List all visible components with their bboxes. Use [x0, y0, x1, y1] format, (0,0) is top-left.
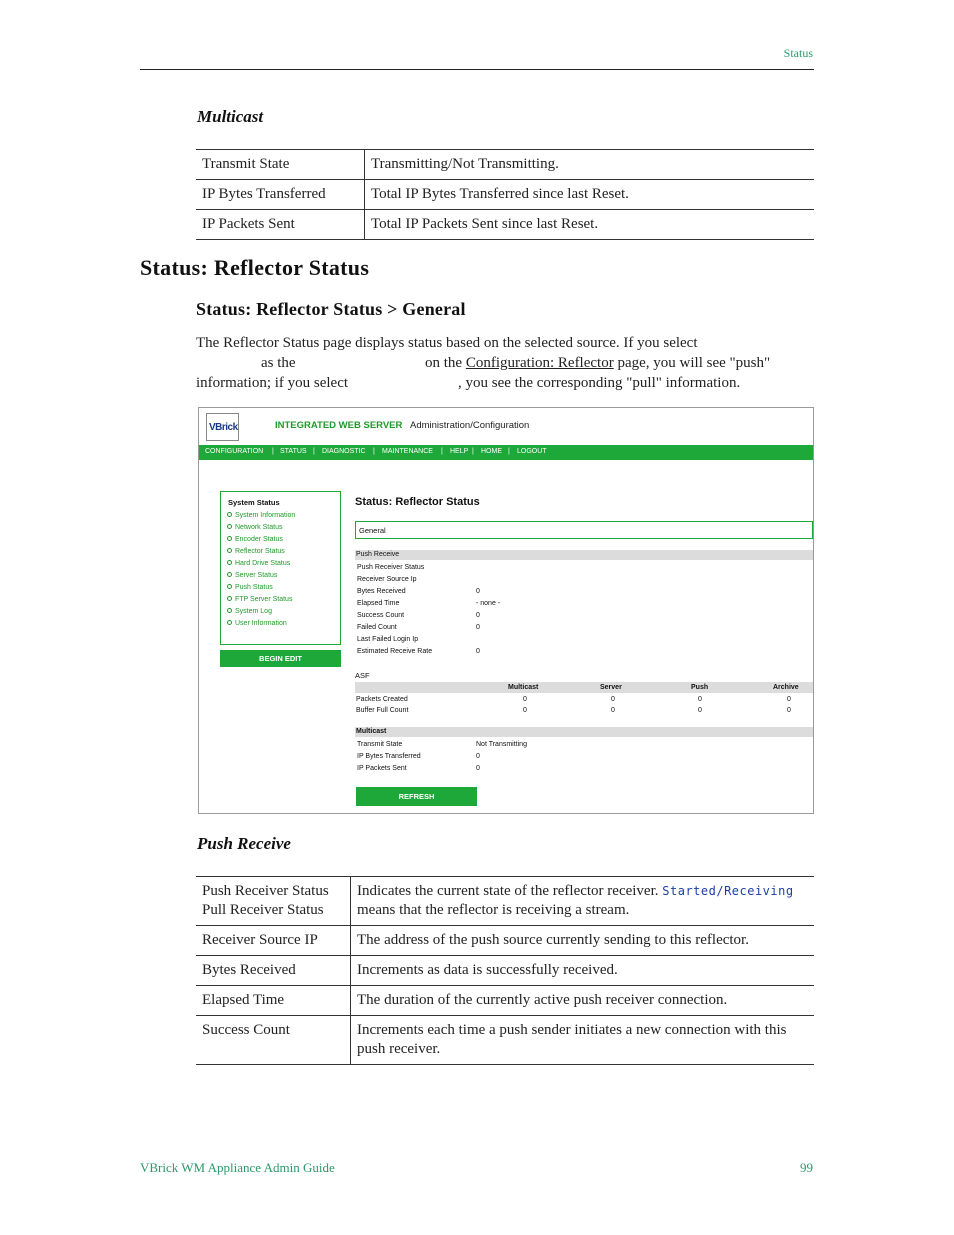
row-value: 0: [476, 624, 480, 631]
nav-separator: |: [272, 448, 274, 455]
running-head: Status: [783, 46, 813, 60]
multicast-heading: Multicast: [197, 107, 264, 126]
row-label: Elapsed Time: [357, 600, 400, 607]
header-rule: [140, 69, 814, 70]
nav-logout[interactable]: LOGOUT: [517, 448, 547, 455]
row-label: Bytes Received: [357, 588, 406, 595]
nav-separator: |: [441, 448, 443, 455]
term-line: Push Receiver Status: [202, 883, 329, 899]
nav-separator: |: [508, 448, 510, 455]
row-label: Push Receiver Status: [357, 564, 425, 571]
row-label: Buffer Full Count: [356, 707, 409, 714]
vbrick-logo: VBrick: [206, 413, 239, 441]
table-row: [196, 180, 814, 210]
row-value: 0: [476, 588, 480, 595]
row-label: IP Bytes Transferred: [357, 753, 421, 760]
row-value: 0: [476, 753, 480, 760]
desc-text: means that the reflector is receiving a stream.: [357, 902, 630, 918]
nav-separator: |: [472, 448, 474, 455]
table-row: [196, 1016, 814, 1065]
section-title: Status: Reflector Status: [140, 255, 370, 280]
desc-cell: [351, 877, 815, 926]
bullet-icon: [227, 620, 232, 625]
term-cell: Elapsed Time: [196, 986, 351, 1016]
bullet-icon: [227, 608, 232, 613]
table-row: [196, 210, 814, 240]
refresh-button[interactable]: REFRESH: [356, 787, 477, 806]
desc-cell: Transmitting/Not Transmitting.: [365, 150, 815, 180]
sidebar-item-label: FTP Server Status: [235, 596, 293, 603]
cell-value: 0: [611, 707, 615, 714]
nav-bar: [199, 445, 813, 460]
intro-line-1: The Reflector Status page displays status based on the selected source. If you select: [196, 335, 698, 351]
intro-line-2a: as the: [261, 355, 296, 371]
asf-label: ASF: [355, 671, 370, 680]
desc-text: Indicates the current state of the reflector receiver.: [357, 883, 659, 899]
desc-cell: Total IP Bytes Transferred since last Reset.: [365, 180, 815, 210]
sidebar-item-label: Encoder Status: [235, 536, 283, 543]
menu-title: System Status: [228, 498, 280, 507]
reflector-status-screenshot: [198, 407, 814, 814]
intro-text: on the: [425, 355, 463, 371]
admin-label: Administration/Configuration: [410, 420, 530, 431]
cell-value: 0: [698, 696, 702, 703]
term-line: Pull Receiver Status: [202, 902, 324, 918]
sidebar-item-hard-drive-status[interactable]: [227, 560, 290, 567]
intro-text: page, you will see "push": [617, 355, 771, 371]
table-row: [196, 956, 814, 986]
intro-line-3b: , you see the corresponding "pull" information.: [458, 375, 741, 391]
row-value: 0: [476, 648, 480, 655]
row-label: Transmit State: [357, 741, 403, 748]
row-value: Not Transmitting: [476, 741, 527, 748]
sidebar-item-label: System Log: [235, 608, 272, 615]
row-label: IP Packets Sent: [357, 765, 407, 772]
column-header: Server: [600, 684, 622, 691]
cell-value: 0: [523, 707, 527, 714]
bullet-icon: [227, 572, 232, 577]
desc-cell: Increments each time a push sender initiates a new connection with this push receiver.: [351, 1016, 815, 1065]
row-label: Packets Created: [356, 696, 408, 703]
sidebar-item-label: Reflector Status: [235, 548, 285, 555]
term-cell: Transmit State: [196, 150, 365, 180]
configuration-reflector-link[interactable]: Configuration: Reflector: [465, 355, 614, 371]
page-number: 99: [800, 1160, 813, 1175]
sidebar-item-user-information[interactable]: [227, 620, 287, 627]
term-cell: Receiver Source IP: [196, 926, 351, 956]
row-label: Receiver Source Ip: [357, 576, 417, 583]
push-receive-heading: Push Receive: [197, 834, 291, 853]
term-cell: [196, 877, 351, 926]
row-value: 0: [476, 765, 480, 772]
column-header: Multicast: [508, 684, 539, 691]
row-label: Last Failed Login Ip: [357, 636, 419, 643]
cell-value: 0: [698, 707, 702, 714]
desc-cell: The address of the push source currently sending to this reflector.: [351, 926, 815, 956]
sidebar-item-label: Hard Drive Status: [235, 560, 291, 567]
sidebar-item-label: Server Status: [235, 572, 278, 579]
asf-header-band: [355, 682, 813, 693]
column-header: Push: [691, 684, 709, 691]
nav-separator: |: [373, 448, 375, 455]
bullet-icon: [227, 512, 232, 517]
system-status-menu: [220, 491, 341, 645]
nav-help[interactable]: HELP: [450, 448, 469, 455]
begin-edit-button[interactable]: BEGIN EDIT: [220, 650, 341, 667]
cell-value: 0: [787, 707, 791, 714]
term-cell: IP Packets Sent: [196, 210, 365, 240]
row-value: - none -: [476, 600, 501, 607]
table-row: [196, 926, 814, 956]
row-label: Failed Count: [357, 624, 397, 631]
sidebar-item-label: System Information: [235, 512, 296, 519]
sidebar-item-server-status[interactable]: [227, 572, 277, 579]
bullet-icon: [227, 596, 232, 601]
footer-title: VBrick WM Appliance Admin Guide: [140, 1160, 335, 1175]
nav-maintenance[interactable]: MAINTENANCE: [382, 448, 433, 455]
sidebar-item-label: Network Status: [235, 524, 283, 531]
nav-diagnostic[interactable]: DIAGNOSTIC: [322, 448, 366, 455]
nav-home[interactable]: HOME: [481, 448, 502, 455]
subsection-title: Status: Reflector Status > General: [196, 299, 466, 319]
bullet-icon: [227, 584, 232, 589]
sidebar-item-network-status[interactable]: [227, 524, 282, 531]
push-receive-band: Push Receive: [355, 550, 813, 560]
cell-value: 0: [523, 696, 527, 703]
cell-value: 0: [787, 696, 791, 703]
intro-line-3a: information; if you select: [196, 375, 349, 391]
sidebar-item-push-status[interactable]: [227, 584, 273, 591]
column-header: Archive: [773, 684, 799, 691]
push-receive-table: [196, 876, 814, 1065]
sidebar-item-system-log[interactable]: [227, 608, 272, 615]
sidebar-item-system-information[interactable]: [227, 512, 295, 519]
table-row: [196, 877, 814, 926]
status-code: Started/Receiving: [662, 884, 794, 898]
nav-configuration[interactable]: CONFIGURATION: [205, 448, 264, 455]
intro-line-2: [425, 353, 770, 373]
table-row: [196, 150, 814, 180]
sidebar-item-label: Push Status: [235, 584, 273, 591]
desc-cell: The duration of the currently active push receiver connection.: [351, 986, 815, 1016]
term-cell: Success Count: [196, 1016, 351, 1065]
product-name: INTEGRATED WEB SERVER: [275, 420, 403, 431]
nav-status[interactable]: STATUS: [280, 448, 307, 455]
desc-cell: Total IP Packets Sent since last Reset.: [365, 210, 815, 240]
sidebar-item-ftp-server-status[interactable]: [227, 596, 292, 603]
row-label: Success Count: [357, 612, 405, 619]
status-view-select[interactable]: General: [355, 521, 813, 539]
term-cell: Bytes Received: [196, 956, 351, 986]
row-label: Estimated Receive Rate: [357, 648, 433, 655]
sidebar-item-encoder-status[interactable]: [227, 536, 283, 543]
multicast-band: Multicast: [355, 727, 813, 737]
table-row: [196, 986, 814, 1016]
nav-separator: |: [313, 448, 315, 455]
bullet-icon: [227, 560, 232, 565]
sidebar-item-reflector-status[interactable]: [227, 548, 285, 555]
row-value: 0: [476, 612, 480, 619]
sidebar-item-label: User Information: [235, 620, 287, 627]
bullet-icon: [227, 536, 232, 541]
term-cell: IP Bytes Transferred: [196, 180, 365, 210]
bullet-icon: [227, 548, 232, 553]
multicast-table: [196, 149, 814, 240]
page-title: Status: Reflector Status: [355, 496, 480, 508]
cell-value: 0: [611, 696, 615, 703]
desc-cell: Increments as data is successfully received.: [351, 956, 815, 986]
bullet-icon: [227, 524, 232, 529]
